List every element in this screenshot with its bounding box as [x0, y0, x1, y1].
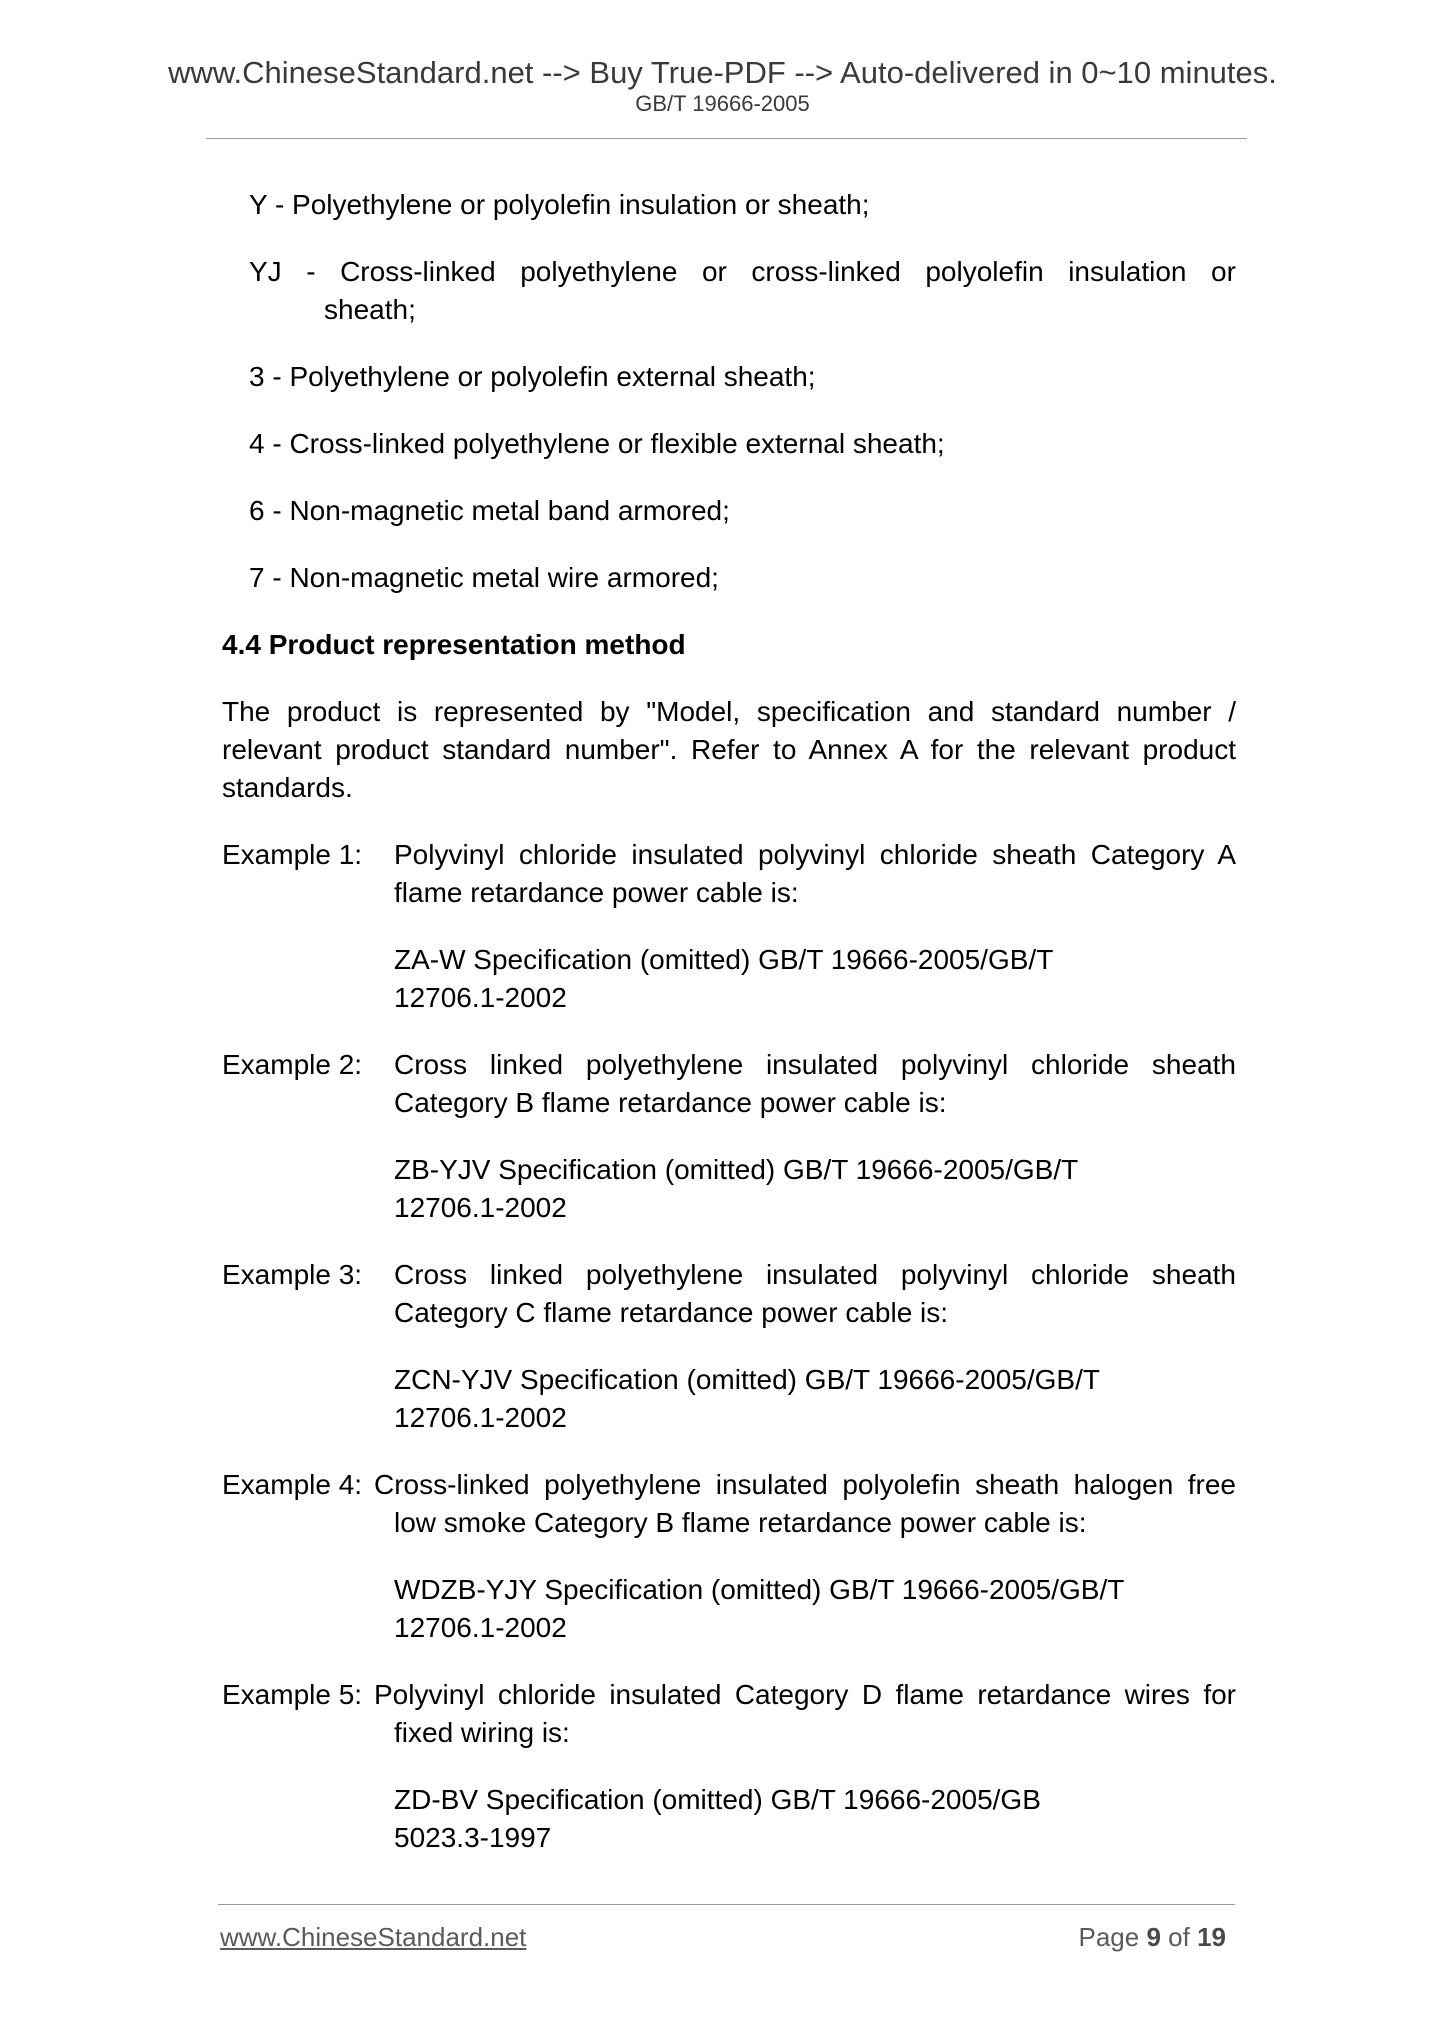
yj-word: or: [701, 256, 727, 287]
example-text-line: Polyvinyl chloride insulated polyvinyl chloride sheath Category A: [394, 839, 1236, 870]
legend-item-yj: [249, 253, 1236, 292]
page-header-banner: www.ChineseStandard.net --> Buy True-PDF --> Auto-delivered in 0~10 minutes.: [168, 55, 1277, 90]
legend-item-3: 3 - Polyethylene or polyolefin external sheath;: [249, 361, 816, 392]
page-of: of: [1168, 1922, 1190, 1952]
section-heading: 4.4 Product representation method: [222, 629, 686, 660]
example-label: Example 5:: [222, 1679, 363, 1710]
example-text-line: fixed wiring is:: [394, 1717, 570, 1748]
example-code-line: ZCN-YJV Specification (omitted) GB/T 19666-2005/GB/T: [394, 1364, 1100, 1395]
yj-word: -: [306, 256, 316, 287]
example-text-line: Polyvinyl chloride insulated Category D flame retardance wires for: [374, 1679, 1236, 1710]
page-total: 19: [1197, 1922, 1226, 1952]
example-code-line: WDZB-YJY Specification (omitted) GB/T 19666-2005/GB/T: [394, 1574, 1125, 1605]
example-code-line: 12706.1-2002: [394, 1612, 567, 1643]
example-label: Example 3:: [222, 1259, 363, 1290]
example-label: Example 1:: [222, 839, 363, 870]
section-paragraph-line: standards.: [222, 772, 353, 803]
legend-item-6: 6 - Non-magnetic metal band armored;: [249, 495, 730, 526]
yj-word: cross-linked: [751, 256, 901, 287]
example-text-line: Category C flame retardance power cable is:: [394, 1297, 949, 1328]
example-text-line: Cross linked polyethylene insulated polyvinyl chloride sheath: [394, 1259, 1236, 1290]
section-paragraph-line: The product is represented by "Model, specification and standard number /: [222, 696, 1236, 727]
example-label: Example 4:: [222, 1469, 363, 1500]
example-code-line: ZD-BV Specification (omitted) GB/T 19666-2005/GB: [394, 1784, 1041, 1815]
example-code-line: ZA-W Specification (omitted) GB/T 19666-2005/GB/T: [394, 944, 1054, 975]
example-code-line: 12706.1-2002: [394, 1192, 567, 1223]
footer-site-link[interactable]: www.ChineseStandard.net: [220, 1922, 527, 1952]
legend-item-4: 4 - Cross-linked polyethylene or flexible external sheath;: [249, 428, 945, 459]
footer-page-number: [1078, 1922, 1226, 1952]
example-text-line: flame retardance power cable is:: [394, 877, 799, 908]
example-code-line: 5023.3-1997: [394, 1822, 552, 1853]
section-paragraph-line: relevant product standard number". Refer to Annex A for the relevant product: [222, 734, 1236, 765]
example-text-line: Category B flame retardance power cable is:: [394, 1087, 947, 1118]
example-code-line: ZB-YJV Specification (omitted) GB/T 19666-2005/GB/T: [394, 1154, 1079, 1185]
yj-word: polyethylene: [520, 256, 678, 287]
example-code-line: 12706.1-2002: [394, 982, 567, 1013]
yj-word: or: [1211, 256, 1236, 287]
footer-divider: [218, 1904, 1235, 1905]
legend-item-7: 7 - Non-magnetic metal wire armored;: [249, 562, 719, 593]
page-prefix: Page: [1078, 1922, 1140, 1952]
example-label: Example 2:: [222, 1049, 363, 1080]
example-text-line: Cross linked polyethylene insulated polyvinyl chloride sheath: [394, 1049, 1236, 1080]
standard-number: GB/T 19666-2005: [635, 91, 810, 116]
yj-word: YJ: [249, 256, 282, 287]
page-current: 9: [1146, 1922, 1161, 1952]
legend-item-y: Y - Polyethylene or polyolefin insulation or sheath;: [249, 189, 870, 220]
example-text-line: low smoke Category B flame retardance power cable is:: [394, 1507, 1087, 1538]
legend-item-yj-continuation: sheath;: [324, 294, 416, 325]
header-divider: [206, 138, 1247, 139]
yj-word: polyolefin: [925, 256, 1044, 287]
yj-word: Cross-linked: [340, 256, 496, 287]
example-text-line: Cross-linked polyethylene insulated polyolefin sheath halogen free: [374, 1469, 1236, 1500]
yj-word: insulation: [1068, 256, 1187, 287]
example-code-line: 12706.1-2002: [394, 1402, 567, 1433]
